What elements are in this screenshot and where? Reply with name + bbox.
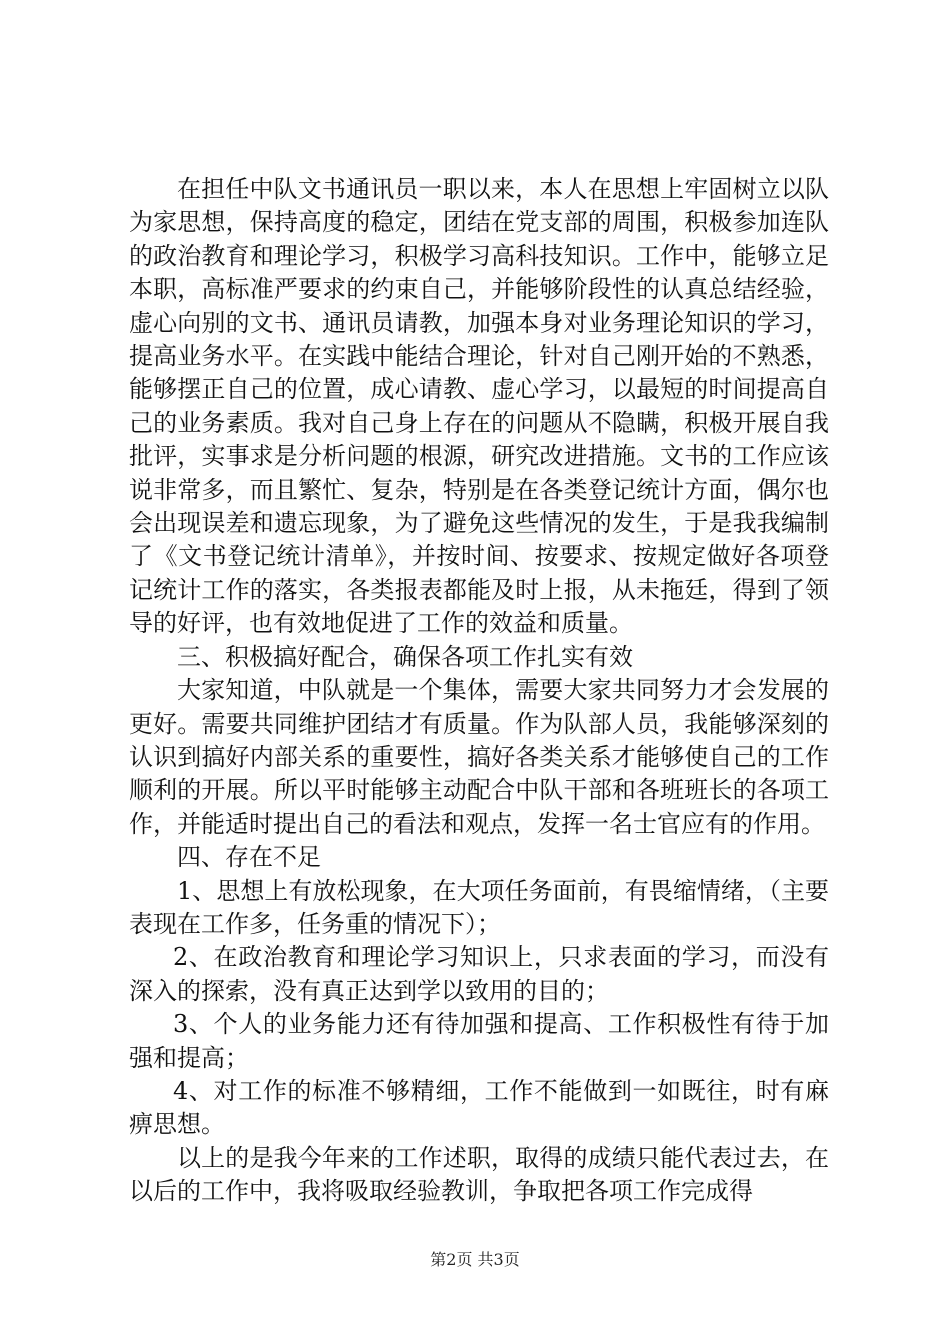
shortcoming-item-4: 4、对工作的标准不够精细，工作不能做到一如既往，时有麻痹思想。 (129, 1076, 829, 1139)
paragraph-conclusion: 以上的是我今年来的工作述职，取得的成绩只能代表过去，在以后的工作中，我将吸取经验教训，争取把各项工作完成得 (129, 1143, 829, 1206)
paragraph-work-summary: 在担任中队文书通讯员一职以来，本人在思想上牢固树立以队为家思想，保持高度的稳定，团结在党支部的周围，积极参加连队的政治教育和理论学习，积极学习高科技知识。工作中，能够立足本职，高标准严要求的约束自己，并能够阶段性的认真总结经验，虚心向别的文书、通讯员请教，加强本身对业务理论知识的学习，提高业务水平。在实践中能结合理论，针对自己刚开始的不熟悉，能够摆正自己的位置，成心请教、虚心学习，以最短的时间提高自己的业务素质。我对自己身上存在的问题从不隐瞒，积极开展自我批评，实事求是分析问题的根源，研究改进措施。文书的工作应该说非常多，而且繁忙、复杂，特别是在各类登记统计方面，偶尔也会出现误差和遗忘现象，为了避免这些情况的发生，于是我我编制了《文书登记统计清单》，并按时间、按要求、按规定做好各项登记统计工作的落实，各类报表都能及时上报，从未拖廷，得到了领导的好评，也有效地促进了工作的效益和质量。 (129, 175, 829, 638)
page-number-footer: 第2页 共3页 (430, 1250, 520, 1269)
section-heading-cooperation: 三、积极搞好配合，确保各项工作扎实有效 (177, 642, 633, 671)
shortcoming-item-3: 3、个人的业务能力还有待加强和提高、工作积极性有待于加强和提高； (129, 1010, 829, 1072)
document-body (129, 173, 829, 1209)
shortcoming-item-2: 2、在政治教育和理论学习知识上，只求表面的学习，而没有深入的探索，没有真正达到学以致用的目的； (129, 943, 829, 1005)
section-heading-shortcomings: 四、存在不足 (177, 843, 321, 872)
shortcoming-item-1: 1、思想上有放松现象，在大项任务面前，有畏缩情绪，（主要表现在工作多，任务重的情况下）； (129, 876, 829, 938)
paragraph-cooperation: 大家知道，中队就是一个集体，需要大家共同努力才会发展的更好。需要共同维护团结才有质量。作为队部人员，我能够深刻的认识到搞好内部关系的重要性，搞好各类关系才能够使自己的工作顺利的开展。所以平时能够主动配合中队干部和各班班长的各项工作，并能适时提出自己的看法和观点，发挥一名士官应有的作用。 (129, 676, 829, 838)
